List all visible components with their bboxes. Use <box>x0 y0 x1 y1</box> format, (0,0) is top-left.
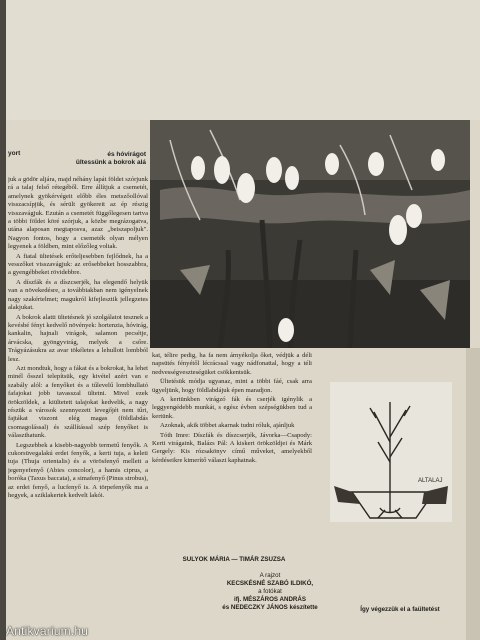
tree-planting-drawing <box>330 382 452 522</box>
illus-label: ALTALAJ <box>418 478 443 484</box>
credit-line-4: ifj. MÉSZÁROS ANDRÁS <box>234 596 306 603</box>
header-right <box>74 151 146 167</box>
mid-para-3: A kertünkben virágzó fák és cserjék igénylik a leggyengédebb munkát, s egész évben szépségükben tud a kertünk. <box>152 396 312 420</box>
left-para-6: Legszebbek a kisebb-nagyobb termetű fenyők. A cukorsüvegalakú erdei fenyők, a kerti tuja, a keleti tuja (Thuja orientalis) és a vörösfenyő mellett a jegenyefenyő (Abies concolor), a hamis ciprus, a boróka (Taxus baccata), a simafenyő (Pinus strobus), az erdei fenyő, a lucfenyő is. A törpefenyők ma a hegyek, a sziklakertek kedvelt lakói. <box>8 441 148 500</box>
mid-para-4: Azoknak, akik többet akarnak tudni róluk, ajánljuk <box>160 422 295 430</box>
watermark: Antikvarium.hu <box>6 624 89 638</box>
mid-para-1: kat, télire pedig, ha fa nem árnyékolja őket, védjük a déli napsütés fényétől lécrácssal vagy nádfonattal, hogy a téli nedvességveszteségüket csökkentsük. <box>152 352 312 376</box>
left-para-4: A bokrok alatti ültetésnek jó szolgálatot tesznek a kevésbé fényt kedvelő növények: hortenzia, hóvirág, kankalin, hajnali virágok, salamon pecsétje, árvácska, gyöngyvirág, melyek a csőre. Trágyázásukra az avar tökéletes a lehullott lombból lesz. <box>8 313 148 363</box>
tree-planting-illustration <box>330 382 452 522</box>
right-edge-shadow <box>466 348 480 640</box>
left-column <box>8 176 148 628</box>
illustration-caption: Így végezzük el a faültetést <box>360 606 440 613</box>
left-para-1: juk a gödör aljára, majd néhány lapát földet szórjunk rá a talaj felső rétegéből. Erre állítjuk a csemetét, amelynek gyökérvégeit előbb éles metszőollóval visszacsípjük, és sérült gyökereit az ép részig visszavágjuk. Ezután a csemetét függőlegesen tartva a többi földet köré szórjuk, a közbe megrázogatva, utána alaposan megtaposva, azaz „beiszapoljuk". Nagyon fontos, hogy a csemeték olyan mélyen legyenek a földben, mint előzőleg voltak. <box>8 176 148 251</box>
mid-para-5: Tóth Imre: Díszfák és díszcserjék, Jávorka—Csapody: Kerti virágaink, Balázs Pál: A kiskert örökzöldjei és Márk Gergely: Kis rózsakönyv című műveket, amelyekből kérdéseikre kimerítő választ kaphatnak. <box>152 431 312 464</box>
credits-block <box>214 572 326 612</box>
header-right-line-1: és hóvirágot <box>107 151 146 158</box>
snowdrop-photo <box>150 120 470 348</box>
top-band <box>6 0 480 120</box>
credit-line-3: a fotókat <box>258 588 282 595</box>
left-para-5: Azt mondtuk, hogy a fákat és a bokrokat, ha lehet minél ősszel telepítsük, egy kivétel azért van e szabály alól: a fenyőket és a tűlevelű lombhullató fafajokat jobb tavasszal ültetni. Mivel ezek örökzöldek, a kiültetett talajokat kedvelik, a nagy részük a városok szennyezett levegőjét nem tűri, fajtákat viszont elég magas (földlabdás csomagolással) és szállítással szép fenyőket is választhatunk. <box>8 364 148 440</box>
credit-line-1: A rajzot <box>259 572 281 579</box>
authors-line: SULYOK MÁRIA — TIMÁR ZSUZSA <box>182 556 286 563</box>
header-right-line-2: ültessünk a bokrok alá <box>75 159 146 166</box>
middle-column <box>152 352 312 552</box>
header-left: yort <box>8 150 21 157</box>
mid-para-2: Ültetésük módja ugyanaz, mint a többi fáé, csak arra ügyeljünk, hogy földlabdájuk épen maradjon. <box>152 378 312 394</box>
snowdrop-photo-image <box>150 120 470 348</box>
credit-line-2: KECSKÉSNÉ SZABÓ ILDIKÓ, <box>226 580 314 587</box>
credit-line-5: és NEDECZKY JÁNOS készítette <box>222 604 318 611</box>
left-para-3: A díszfák és a díszcserjék, ha elegendő helyük van a növekedésre, a továbbiakban nem igényelnek nagy szakértelmet; magukról kifejlesztik jellegzetes alakjukat. <box>8 278 148 312</box>
left-para-2: A fiatal ültetések erőteljesebben fejlődnek, ha a vesszőket visszavágjuk: az erősebbeket hosszabbra, a gyengébbeket rövidebbre. <box>8 252 148 277</box>
